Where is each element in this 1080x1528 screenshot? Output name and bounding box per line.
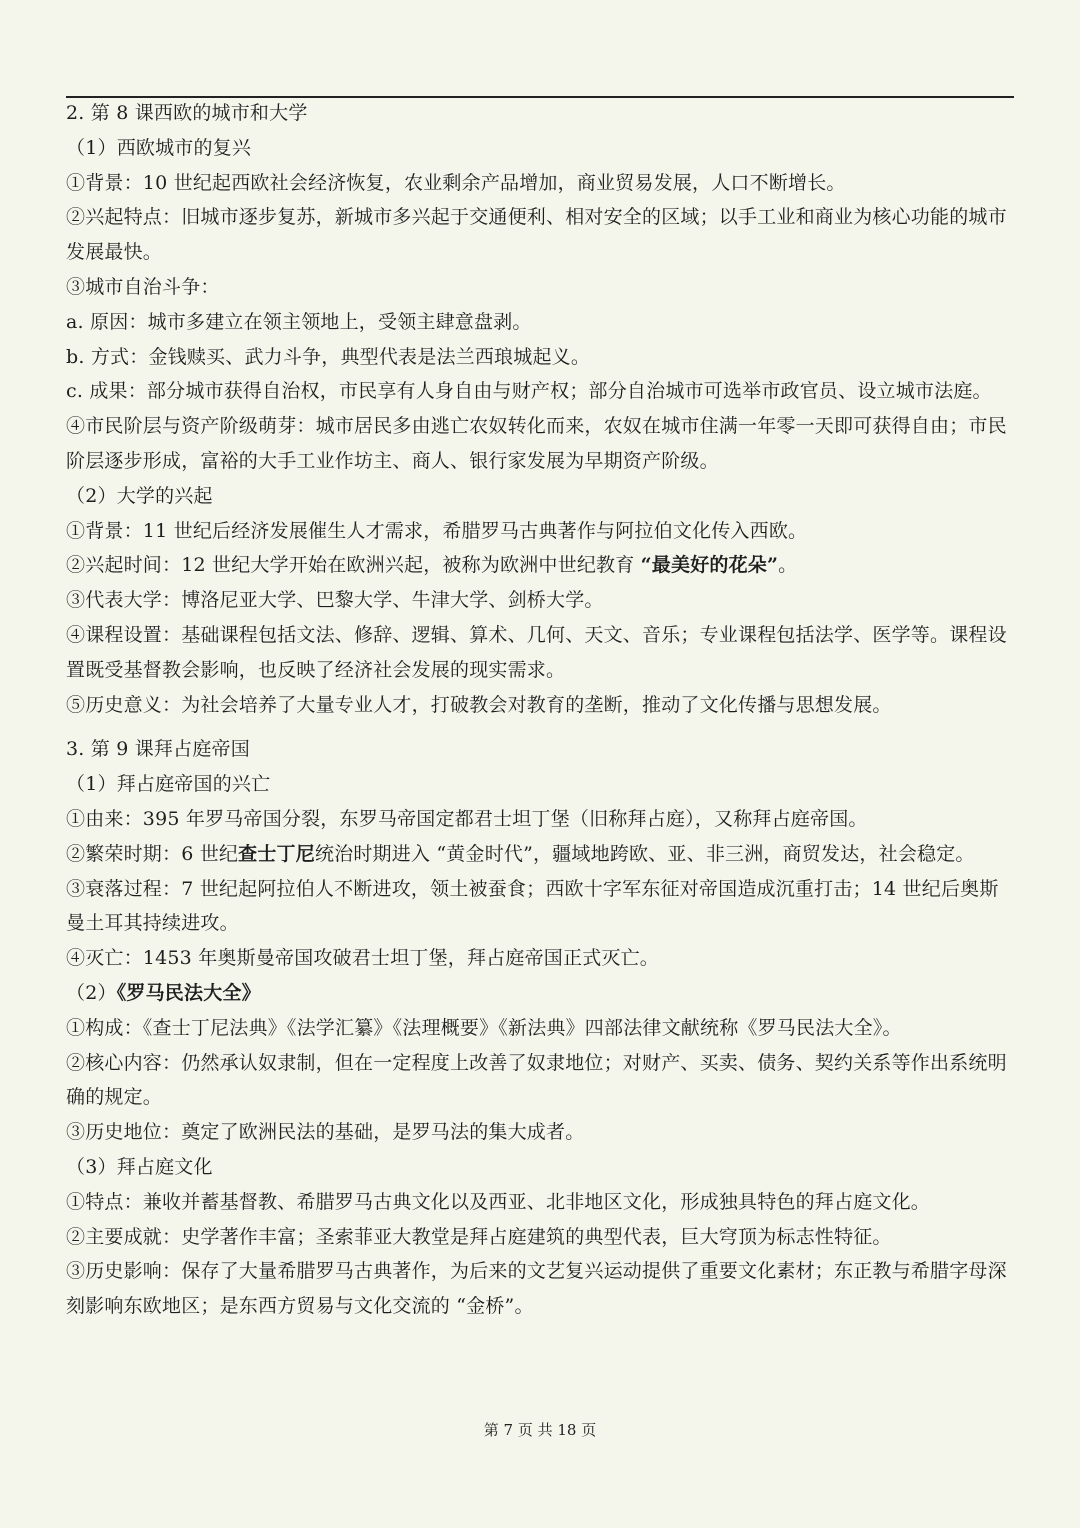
paragraph: ②核心内容：仍然承认奴隶制，但在一定程度上改善了奴隶地位；对财产、买卖、债务、契约关系等作出系统明确的规定。 bbox=[66, 1051, 1007, 1109]
paragraph: ①背景：11 世纪后经济发展催生人才需求，希腊罗马古典著作与阿拉伯文化传入西欧。 bbox=[66, 519, 808, 542]
paragraph: ③衰落过程：7 世纪起阿拉伯人不断进攻，领土被蚕食；西欧十字军东征对帝国造成沉重打击；14 世纪后奥斯曼土耳其持续进攻。 bbox=[66, 877, 999, 935]
paragraph: ②主要成就：史学著作丰富；圣索菲亚大教堂是拜占庭建筑的典型代表，巨大穹顶为标志性特征。 bbox=[66, 1225, 892, 1248]
paragraph: ④课程设置：基础课程包括文法、修辞、逻辑、算术、几何、天文、音乐；专业课程包括法学、医学等。课程设置既受基督教会影响，也反映了经济社会发展的现实需求。 bbox=[66, 623, 1007, 681]
paragraph: ①背景：10 世纪起西欧社会经济恢复，农业剩余产品增加，商业贸易发展，人口不断增长。 bbox=[66, 171, 846, 194]
text-run: 。 bbox=[778, 554, 798, 577]
subsection-heading: （3）拜占庭文化 bbox=[66, 1155, 213, 1178]
paragraph: a. 原因：城市多建立在领主领地上，受领主肆意盘剥。 bbox=[66, 310, 532, 333]
paragraph: ①特点：兼收并蓄基督教、希腊罗马古典文化以及西亚、北非地区文化，形成独具特色的拜占庭文化。 bbox=[66, 1190, 931, 1213]
paragraph: ⑤历史意义：为社会培养了大量专业人才，打破教会对教育的垄断，推动了文化传播与思想发展。 bbox=[66, 693, 892, 716]
subsection-heading: （2）大学的兴起 bbox=[66, 484, 213, 507]
emphasis-text: 《罗马民法大全》 bbox=[116, 981, 261, 1004]
subsection-heading: （1）拜占庭帝国的兴亡 bbox=[66, 773, 271, 796]
paragraph bbox=[66, 548, 1014, 583]
paragraph: ④市民阶层与资产阶级萌芽：城市居民多由逃亡农奴转化而来，农奴在城市住满一年零一天即可获得自由；市民阶层逐步形成，富裕的大手工业作坊主、商人、银行家发展为早期资产阶级。 bbox=[66, 415, 1007, 472]
emphasis-text: “最美好的花朵” bbox=[640, 554, 779, 577]
section-title: 2. 第 8 课西欧的城市和大学 bbox=[66, 102, 308, 124]
paragraph: ③代表大学：博洛尼亚大学、巴黎大学、牛津大学、剑桥大学。 bbox=[66, 589, 604, 612]
subsection-heading: （1）西欧城市的复兴 bbox=[66, 136, 252, 159]
paragraph: ③历史影响：保存了大量希腊罗马古典著作，为后来的文艺复兴运动提供了重要文化素材；东正教与希腊字母深刻影响东欧地区；是东西方贸易与文化交流的 “金桥”。 bbox=[66, 1260, 1007, 1318]
page-number: 第 7 页 共 18 页 bbox=[483, 1421, 597, 1439]
paragraph: ①构成：《查士丁尼法典》《法学汇纂》《法理概要》《新法典》四部法律文献统称《罗马民法大全》。 bbox=[66, 1016, 902, 1039]
paragraph bbox=[66, 837, 1014, 872]
paragraph: ①由来：395 年罗马帝国分裂，东罗马帝国定都君士坦丁堡（旧称拜占庭），又称拜占庭帝国。 bbox=[66, 807, 868, 830]
paragraph: ③历史地位：奠定了欧洲民法的基础，是罗马法的集大成者。 bbox=[66, 1121, 585, 1144]
paragraph: b. 方式：金钱赎买、武力斗争，典型代表是法兰西琅城起义。 bbox=[66, 345, 591, 368]
text-run: ②兴起时间：12 世纪大学开始在欧洲兴起，被称为欧洲中世纪教育 bbox=[66, 554, 641, 577]
emphasis-text: 查士丁尼 bbox=[238, 842, 315, 865]
section-title: 3. 第 9 课拜占庭帝国 bbox=[66, 738, 250, 761]
paragraph: c. 成果：部分城市获得自治权，市民享有人身自由与财产权；部分自治城市可选举市政官员、设立城市法庭。 bbox=[66, 380, 992, 403]
text-run: 统治时期进入 “黄金时代”，疆域地跨欧、亚、非三洲，商贸发达，社会稳定。 bbox=[314, 842, 975, 865]
text-run: （2） bbox=[66, 981, 117, 1004]
page-content bbox=[66, 96, 1014, 1324]
paragraph: ③城市自治斗争： bbox=[66, 275, 220, 298]
paragraph: ②兴起特点：旧城市逐步复苏，新城市多兴起于交通便利、相对安全的区域；以手工业和商业为核心功能的城市发展最快。 bbox=[66, 206, 1007, 264]
paragraph: ④灭亡：1453 年奥斯曼帝国攻破君士坦丁堡，拜占庭帝国正式灭亡。 bbox=[66, 947, 659, 970]
text-run: ②繁荣时期：6 世纪 bbox=[66, 842, 239, 865]
subsection-heading bbox=[66, 976, 1014, 1011]
